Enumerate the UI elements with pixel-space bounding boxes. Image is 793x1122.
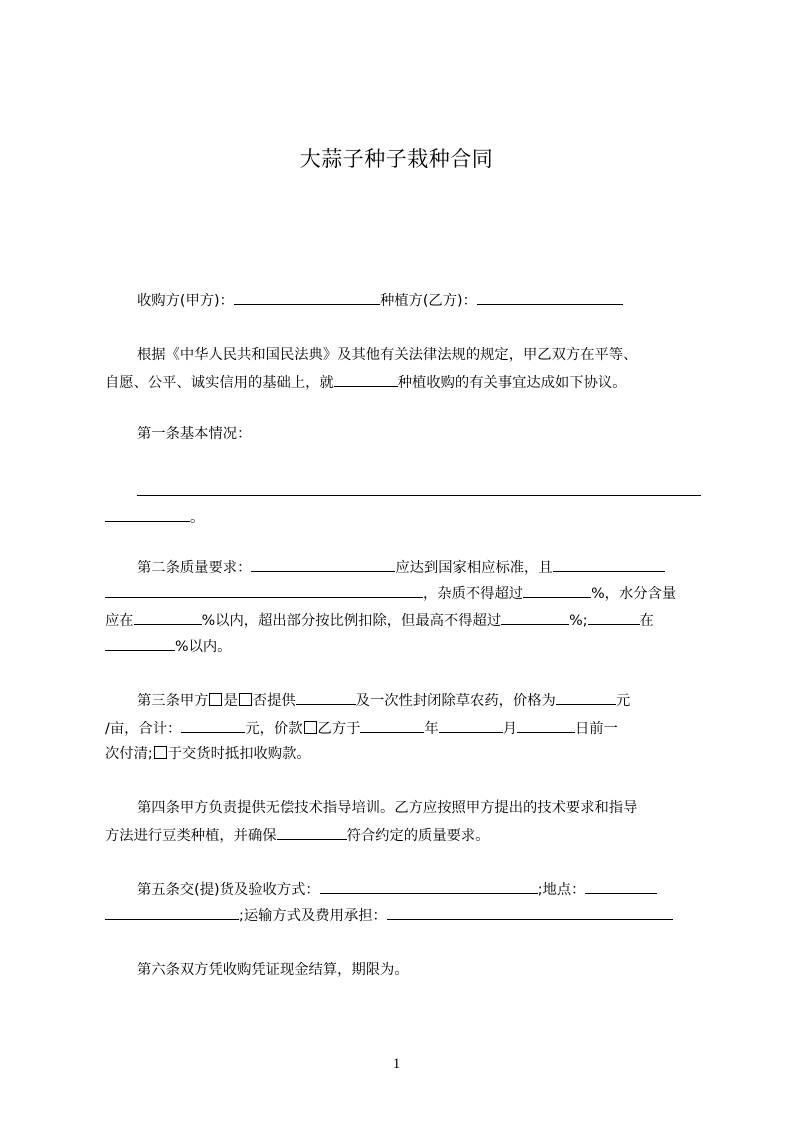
intro-line-1: 根据《中华人民共和国民法典》及其他有关法律法规的规定，甲乙双方在平等、 — [137, 347, 638, 363]
article-3-text-g: 元，价款 — [245, 721, 303, 737]
deduct-checkbox[interactable] — [154, 746, 167, 759]
month-blank[interactable] — [439, 718, 503, 733]
basic-info-blank-1[interactable] — [137, 481, 701, 496]
max-deduct-blank[interactable] — [501, 610, 569, 625]
delivery-method-blank[interactable] — [320, 879, 538, 894]
article-2-text-e: 应在 — [105, 613, 134, 629]
article-2-text-d: %，水分含量 — [591, 586, 677, 602]
article-3-text-a: 第三条甲方 — [137, 693, 209, 709]
article-3-text-l: 次付清; — [105, 746, 153, 762]
other-percent-blank[interactable] — [105, 636, 175, 651]
article-5-line-2 — [105, 905, 701, 926]
article-3-text-c: 否提供 — [252, 693, 296, 709]
day-blank[interactable] — [517, 718, 575, 733]
article-2-text-g: %; — [569, 613, 588, 629]
transport-blank[interactable] — [387, 905, 673, 920]
article-5-line-1 — [137, 879, 701, 900]
article-5-text-a: 第五条交(提)货及验收方式： — [137, 882, 320, 898]
crop-blank[interactable] — [334, 372, 398, 387]
article-3-text-e: 元 — [615, 693, 631, 709]
no-checkbox[interactable] — [239, 693, 252, 706]
article-2-line-3 — [105, 610, 701, 631]
article-1-line-1 — [137, 481, 701, 502]
article-2-text-i: %以内。 — [175, 639, 232, 655]
article-5-text-c: ;运输方式及费用承担： — [239, 908, 387, 924]
article-4-text-b: 符合约定的质量要求。 — [346, 828, 490, 844]
article-2-text-c: ，杂质不得超过 — [423, 586, 524, 602]
location-blank-1[interactable] — [585, 879, 657, 894]
quality-extra-blank-1[interactable] — [553, 557, 665, 572]
quality-extra-blank-2[interactable] — [105, 583, 423, 598]
buyer-blank[interactable] — [234, 290, 380, 305]
yes-checkbox[interactable] — [209, 693, 222, 706]
intro-line-2 — [105, 372, 701, 393]
article-3-line-3 — [105, 744, 701, 764]
year-blank[interactable] — [360, 718, 424, 733]
article-1-line-2 — [105, 507, 701, 528]
article-2-line-4 — [105, 636, 701, 657]
impurity-blank[interactable] — [523, 583, 591, 598]
article-4-line-1: 第四条甲方负责提供无偿技术指导培训。乙方应按照甲方提出的技术要求和指导 — [137, 800, 638, 816]
price-blank[interactable] — [556, 690, 616, 705]
article-2-line-2 — [105, 583, 701, 604]
page-number: 1 — [392, 1056, 401, 1072]
article-3-text-k: 日前一 — [574, 721, 618, 737]
article-2-line-1 — [137, 557, 701, 578]
article-2-text-f: %以内，超出部分按比例扣除，但最高不得超过 — [201, 613, 502, 629]
intro-text-b: 种植收购的有关事宜达成如下协议。 — [397, 375, 627, 391]
grower-blank[interactable] — [477, 290, 623, 305]
grower-label: 种植方(乙方)： — [379, 293, 477, 309]
article-5-text-b: ;地点： — [537, 882, 586, 898]
seed-blank[interactable] — [296, 690, 356, 705]
article-3-text-h: 乙方于 — [317, 721, 361, 737]
article-6-line: 第六条双方凭收购凭证现金结算，期限为。 — [137, 962, 409, 978]
article-2-text-a: 第二条质量要求： — [137, 560, 252, 576]
article-4-line-2 — [105, 825, 701, 846]
quality-blank[interactable] — [251, 557, 395, 572]
basic-info-blank-2[interactable] — [105, 507, 190, 522]
article-4-text-a: 方法进行豆类种植，并确保 — [105, 828, 277, 844]
article-2-text-b: 应达到国家相应标准，且 — [395, 560, 553, 576]
article-3-line-1 — [137, 690, 701, 711]
product-blank[interactable] — [277, 825, 347, 840]
article-2-text-h: 在 — [639, 613, 654, 629]
other-item-blank[interactable] — [588, 610, 640, 625]
article-3-text-j: 月 — [502, 721, 517, 737]
intro-text-a: 自愿、公平、诚实信用的基础上，就 — [105, 375, 334, 391]
article-3-text-f: /亩，合计： — [105, 721, 182, 737]
moisture-blank[interactable] — [134, 610, 202, 625]
document-title: 大蒜子种子栽种合同 — [299, 147, 494, 171]
pay-before-checkbox[interactable] — [304, 721, 317, 734]
article-3-text-m: 于交货时抵扣收购款。 — [167, 746, 311, 762]
article-3-text-d: 及一次性封闭除草农药，价格为 — [355, 693, 556, 709]
article-3-line-2 — [105, 718, 701, 739]
article-1-end: 。 — [190, 510, 205, 526]
total-blank[interactable] — [181, 718, 245, 733]
location-blank-2[interactable] — [105, 905, 239, 920]
article-1-title: 第一条基本情况： — [137, 426, 252, 442]
article-3-text-i: 年 — [424, 721, 439, 737]
buyer-label: 收购方(甲方)： — [137, 293, 234, 309]
article-3-text-b: 是 — [223, 693, 238, 709]
parties-line — [137, 290, 701, 311]
